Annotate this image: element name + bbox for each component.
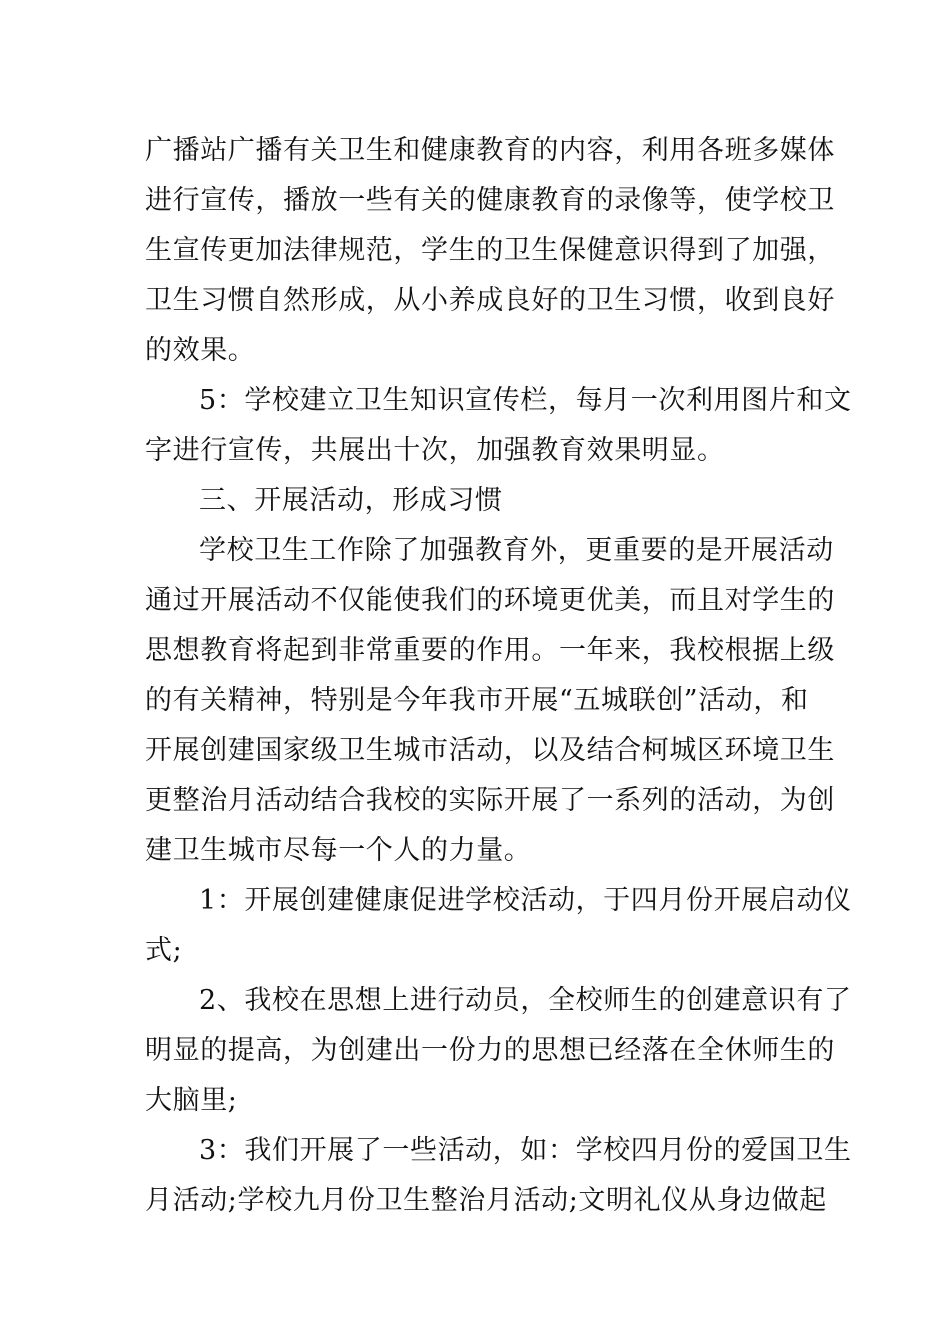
text-line: 通过开展活动不仅能使我们的环境更优美，而且对学生的 — [145, 585, 835, 616]
text-line: 2、我校在思想上进行动员，全校师生的创建意识有了 — [199, 985, 852, 1016]
text-line: 月活动;学校九月份卫生整治月活动;文明礼仪从身边做起 — [145, 1185, 827, 1216]
text-line: 大脑里; — [145, 1085, 238, 1116]
text-line: 生宣传更加法律规范，学生的卫生保健意识得到了加强， — [145, 235, 835, 266]
text-line: 进行宣传，播放一些有关的健康教育的录像等，使学校卫 — [145, 185, 835, 216]
text-line: 式; — [145, 935, 183, 966]
text-line: 学校卫生工作除了加强教育外，更重要的是开展活动 — [199, 535, 834, 566]
text-line: 思想教育将起到非常重要的作用。一年来，我校根据上级 — [145, 635, 835, 666]
text-line: 更整治月活动结合我校的实际开展了一系列的活动，为创 — [145, 785, 835, 816]
document-body — [145, 126, 852, 1226]
text-line: 明显的提高，为创建出一份力的思想已经落在全休师生的 — [145, 1035, 835, 1066]
text-line: 广播站广播有关卫生和健康教育的内容，利用各班多媒体 — [145, 135, 835, 166]
text-line: 1：开展创建健康促进学校活动，于四月份开展启动仪 — [199, 885, 852, 916]
text-line: 5：学校建立卫生知识宣传栏，每月一次利用图片和文 — [199, 385, 852, 416]
text-line: 的效果。 — [145, 335, 256, 366]
text-line: 建卫生城市尽每一个人的力量。 — [145, 835, 532, 866]
section-heading: 三、开展活动，形成习惯 — [199, 485, 503, 516]
text-line: 开展创建国家级卫生城市活动，以及结合柯城区环境卫生 — [145, 735, 835, 766]
text-line: 卫生习惯自然形成，从小养成良好的卫生习惯，收到良好 — [145, 285, 835, 316]
text-line: 字进行宣传，共展出十次，加强教育效果明显。 — [145, 435, 725, 466]
text-line: 3：我们开展了一些活动，如：学校四月份的爱国卫生 — [199, 1135, 852, 1166]
text-line: 的有关精神，特别是今年我市开展“五城联创”活动，和 — [145, 685, 809, 716]
